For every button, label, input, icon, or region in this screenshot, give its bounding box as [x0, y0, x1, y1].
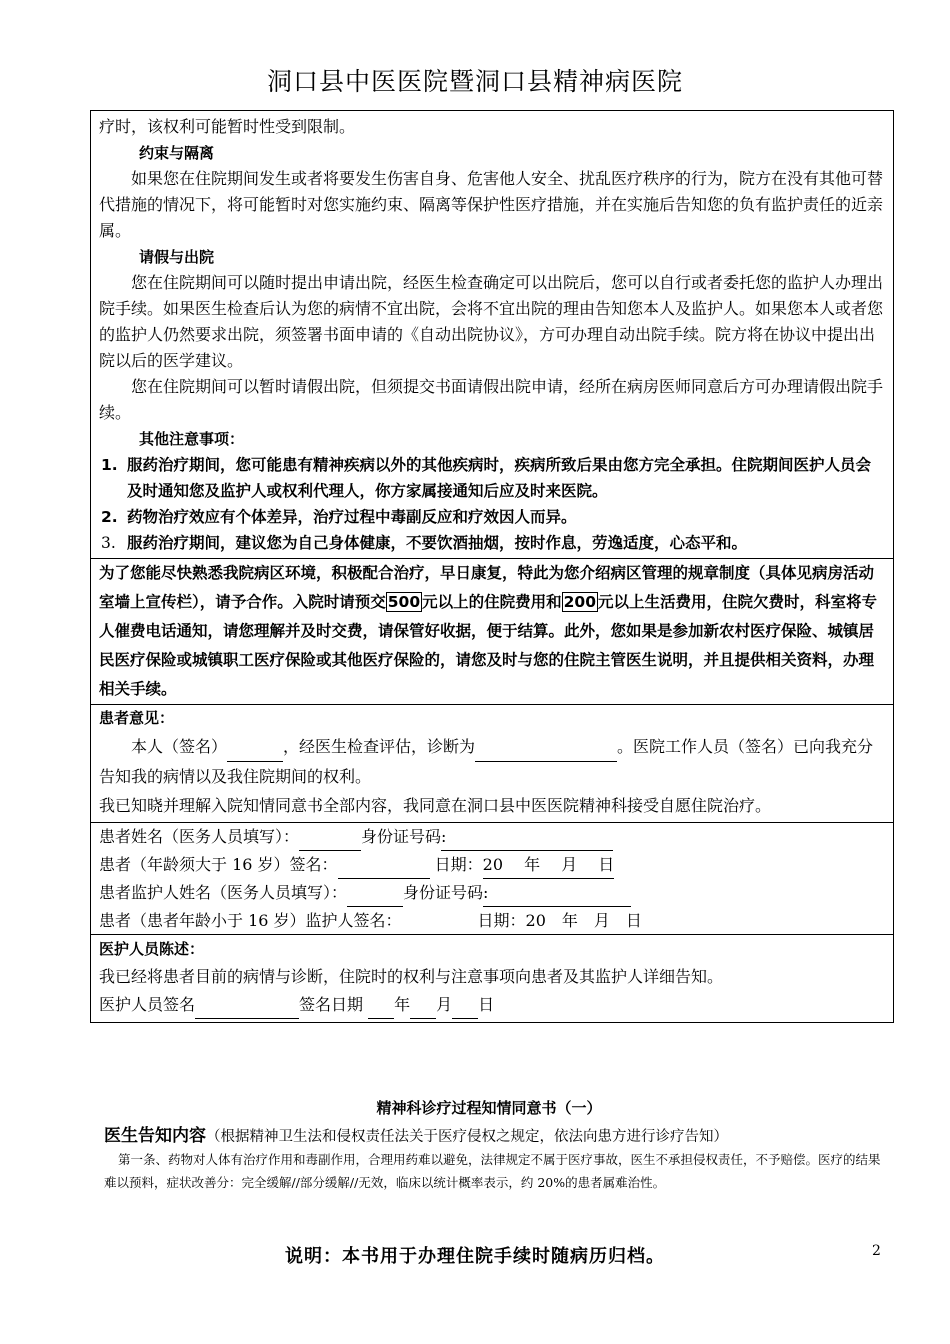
sign-month-field[interactable]: [410, 991, 436, 1019]
doctor-notice-note: （根据精神卫生法和侵权责任法关于医疗侵权之规定，依法向患方进行诊疗告知）: [206, 1129, 728, 1145]
staff-statement-heading: 医护人员陈述：: [99, 940, 205, 958]
hospital-title: 洞口县中医医院暨洞口县精神病医院: [266, 67, 683, 96]
staff-statement-section: [91, 935, 893, 1022]
patient-sign-field[interactable]: [338, 851, 430, 879]
living-fee-amount: 200: [563, 593, 596, 611]
patient-opinion-section: [91, 705, 893, 823]
patient-name-row: 患者姓名（医务人员填写）： 身份证号码:: [99, 823, 885, 851]
patient-opinion-heading: 患者意见：: [99, 709, 175, 727]
guardian-name-row: 患者监护人姓名（医务人员填写）： 身份证号码:: [99, 879, 885, 907]
continued-text: 疗时，该权利可能暂时性受到限制。: [99, 117, 356, 136]
restraint-heading: 约束与隔离: [139, 144, 215, 162]
patient-info-section: [91, 823, 893, 935]
deposit-amount: 500: [387, 593, 421, 611]
staff-sign-field[interactable]: [195, 991, 299, 1019]
fees-section: [91, 559, 893, 705]
leave-text-1: 您在住院期间可以随时提出申请出院，经医生检查确定可以出院后，您可以自行或者委托您的监护人办理出院手续。如果医生检查后认为您的病情不宜出院，会将不宜出院的理由告知您本人及监护人。如果您本人或者您的监护人仍然要求出院，须签署书面申请的《自动出院协议》，方可办理自动出院手续。院方将在协议中提出出院以后的医学建议。: [99, 273, 884, 370]
guardian-sign-row: 患者（患者年龄小于 16 岁）监护人签名： 日期：20 年 月 日: [99, 911, 642, 930]
list-item: 3. 服药治疗期间，建议您为自己身体健康，不要饮酒抽烟，按时作息，劳逸适度，心态平和。: [101, 534, 748, 552]
patient-name-field[interactable]: [299, 823, 361, 851]
notes-heading: 其他注意事项：: [139, 430, 245, 448]
patient-sign-row: 患者（年龄须大于 16 岁）签名： 日期：20 年 月 日: [99, 851, 885, 879]
notes-list: [99, 452, 885, 556]
leave-text-2: 您在住院期间可以暂时请假出院，但须提交书面请假出院申请，经所在病房医师同意后方可办理请假出院手续。: [99, 377, 884, 422]
fees-text: 为了您能尽快熟悉我院病区环境，积极配合治疗，早日康复，特此为您介绍病区管理的规章制度（具体见病房活动室墙上宣传栏），请予合作。入院时请预交 500 元以上的住院费用和 200 元以上生活费用，住院欠费时，科室将专人催费电话通知，请您理解并及时交费，请保管好收据，便于结算。此外，您如果是参加新农村医疗保险、城镇居民医疗保险或城镇职工医疗保险或其他医疗保险的，请您及时与您的住院主管医生说明，并且提供相关资料，办理相关手续。: [99, 564, 878, 698]
list-item: 2. 药物治疗效应有个体差异，治疗过程中毒副反应和疗效因人而异。: [101, 508, 577, 526]
list-item: 1. 服药治疗期间，您可能患有精神疾病以外的其他疾病时，疾病所致后果由您方完全承担。住院期间医护人员会及时通知您及监护人或权利代理人，你方家属接通知后应及时来医院。: [101, 456, 872, 500]
patient-consent-text: 我已知晓并理解入院知情同意书全部内容，我同意在洞口县中医医院精神科接受自愿住院治疗。: [99, 796, 772, 815]
patient-sign-date-field[interactable]: 20 年 月 日: [483, 851, 615, 879]
patient-opinion-text: 本人（签名） ，经医生检查评估，诊断为 。医院工作人员（签名）已向我充分告知我的病情以及我住院期间的权利。: [99, 732, 885, 791]
doctor-notice-row: [104, 1121, 728, 1146]
archive-note: 说明：本书用于办理住院手续时随病历归档。: [285, 1246, 665, 1267]
article-1-text: 第一条、药物对人体有治疗作用和毒副作用，合理用药难以避免，法律规定不属于医疗事故，医生不承担侵权责任，不予赔偿。医疗的结果难以预料，症状改善分：完全缓解//部分缓解//无效，临床以统计概率表示，约 20%的患者属难治性。: [104, 1152, 881, 1190]
patient-signature-field[interactable]: [227, 732, 283, 762]
leave-heading: 请假与出院: [139, 248, 215, 266]
rights-section: [91, 111, 893, 559]
guardian-sign-date: 日期：20 年 月 日: [477, 911, 642, 930]
guardian-id-field[interactable]: :: [483, 879, 631, 907]
staff-sign-row: 医护人员签名 签名日期 年 月 日: [99, 991, 885, 1019]
restraint-text: 如果您在住院期间发生或者将要发生伤害自身、危害他人安全、扰乱医疗秩序的行为，院方在没有其他可替代措施的情况下，将可能暂时对您实施约束、隔离等保护性医疗措施，并在实施后告知您的负有监护责任的近亲属。: [99, 169, 884, 240]
sign-day-field[interactable]: [452, 991, 478, 1019]
guardian-name-field[interactable]: [347, 879, 403, 907]
patient-id-field[interactable]: :: [441, 823, 613, 851]
diagnosis-field[interactable]: [475, 732, 617, 762]
consent-form-title: 精神科诊疗过程知情同意书（一）: [376, 1099, 602, 1117]
doctor-notice-heading: 医生告知内容: [104, 1126, 206, 1146]
consent-table: [90, 110, 894, 1023]
staff-statement-text: 我已经将患者目前的病情与诊断，住院时的权利与注意事项向患者及其监护人详细告知。: [99, 967, 724, 986]
sign-year-field[interactable]: [368, 991, 394, 1019]
page-number: 2: [872, 1243, 881, 1259]
